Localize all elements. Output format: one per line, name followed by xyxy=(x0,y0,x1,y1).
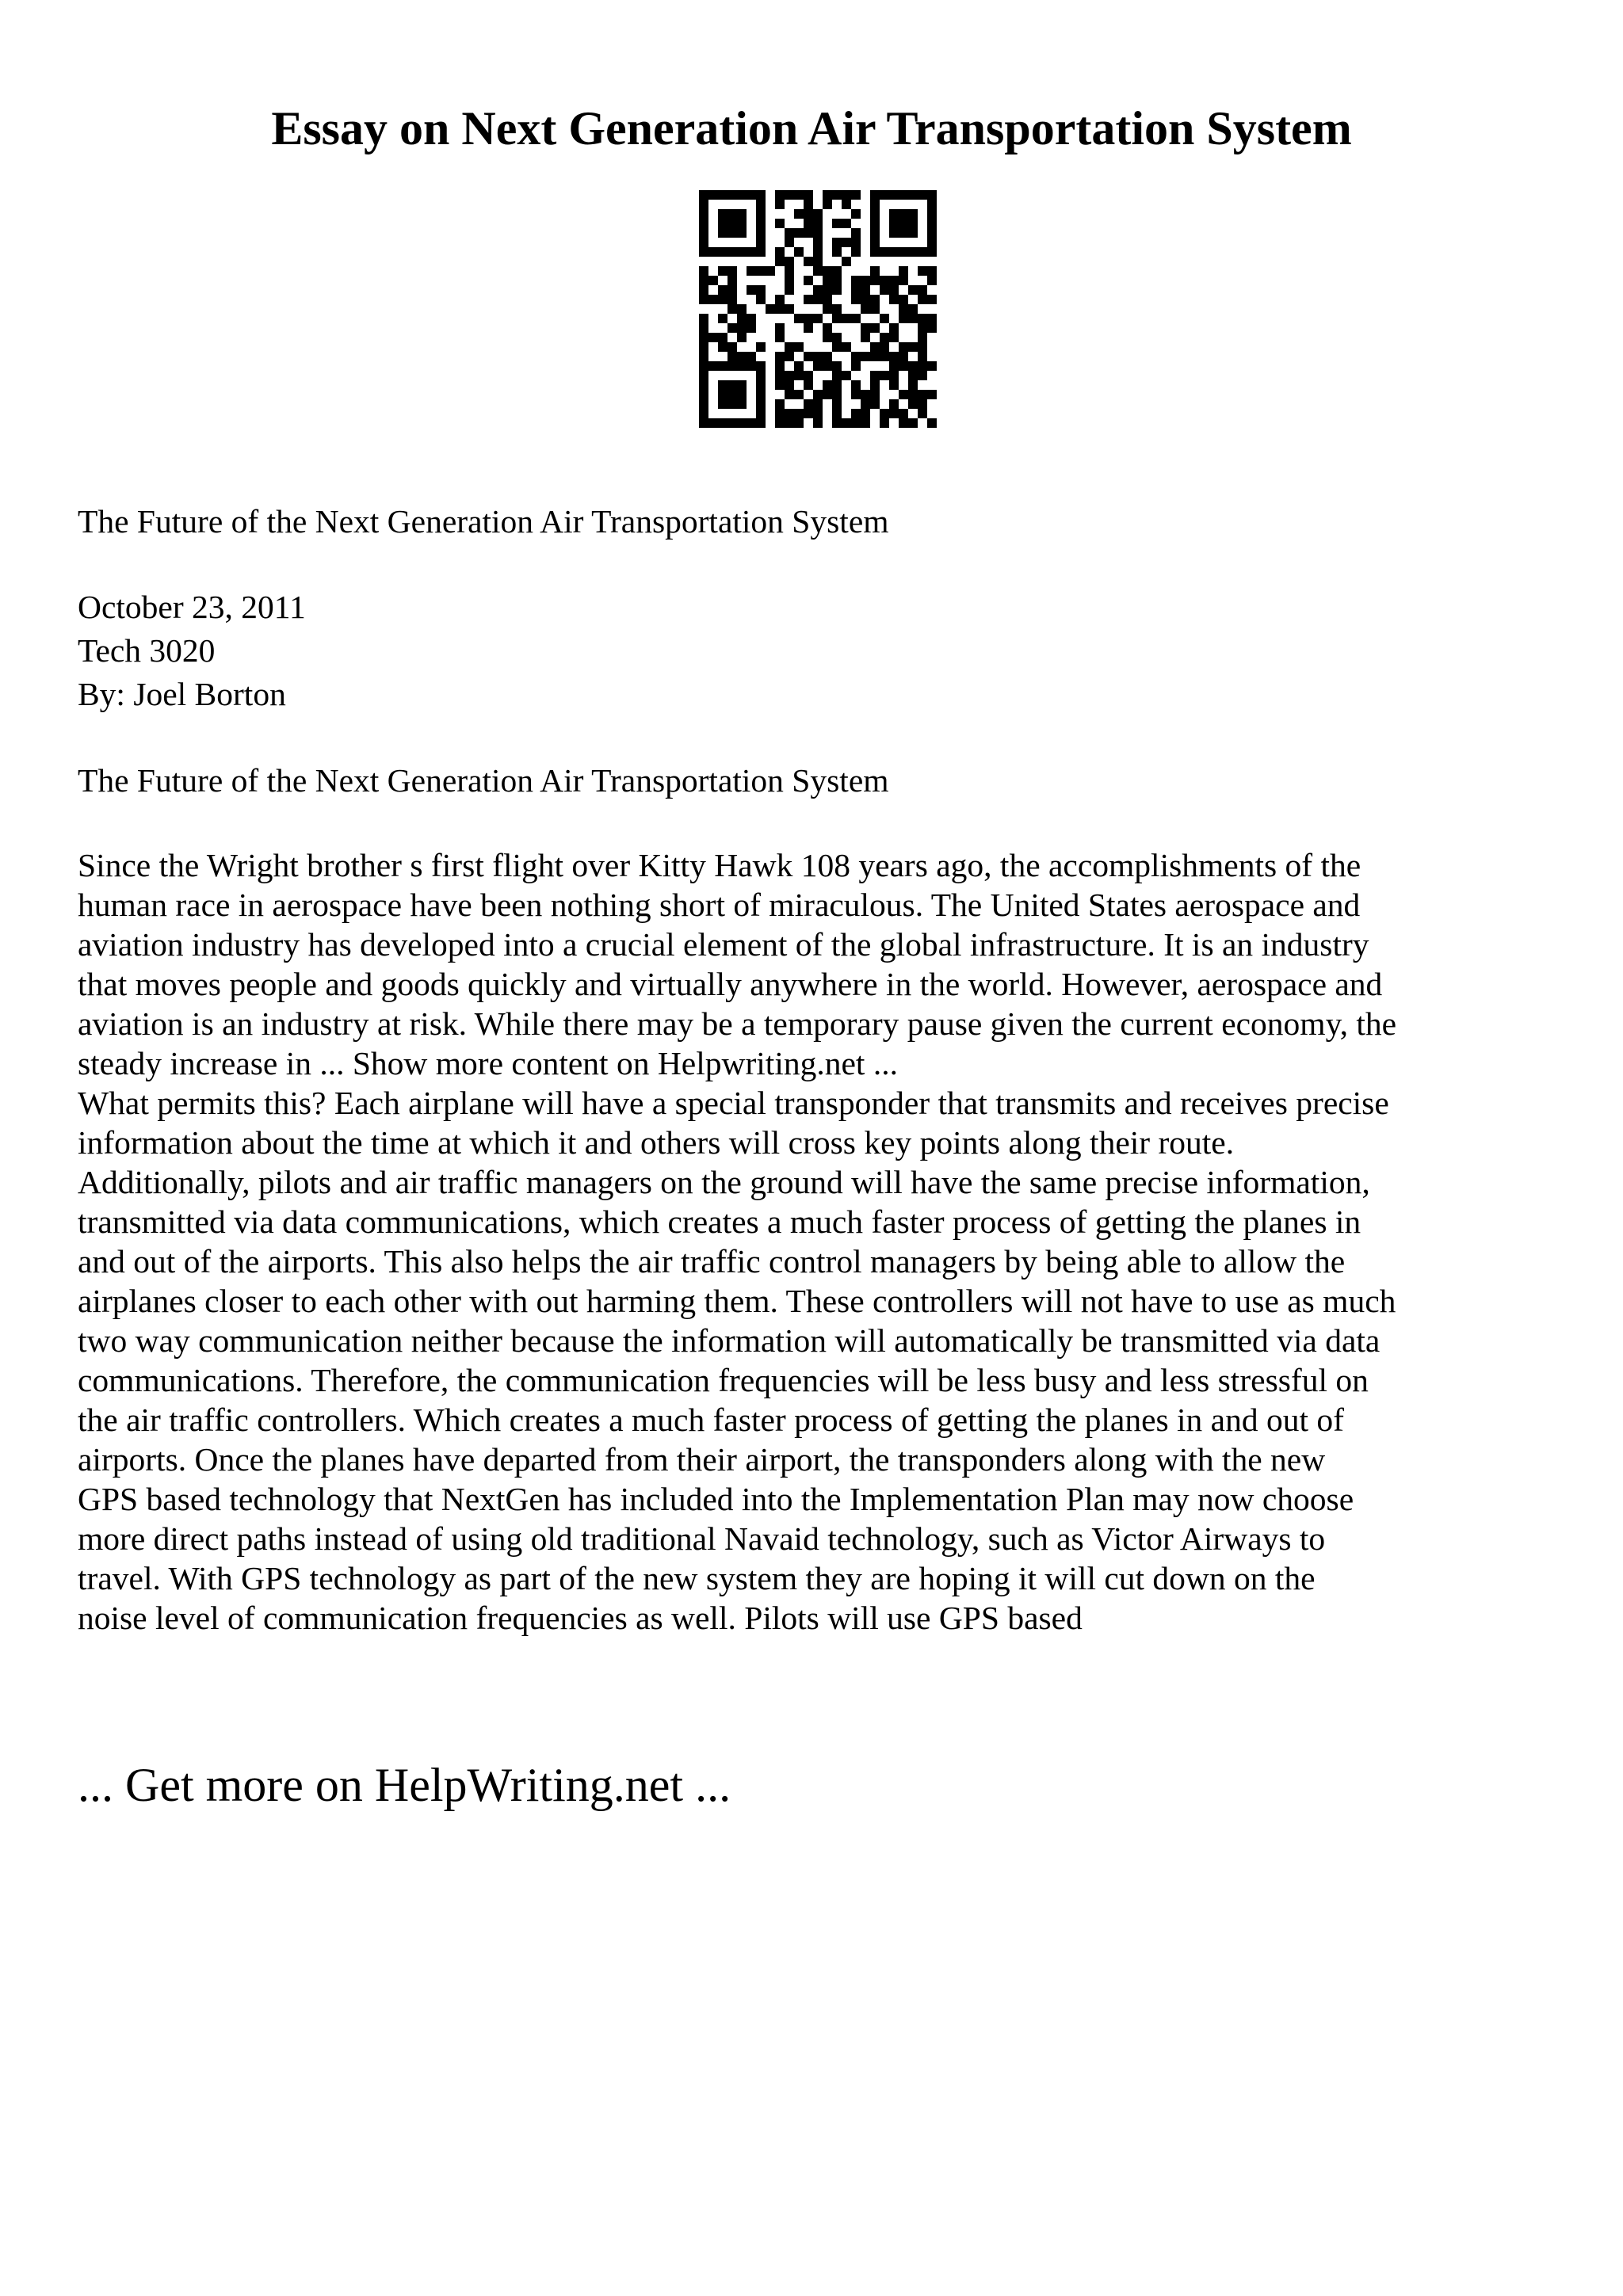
get-more-link[interactable]: ... Get more on HelpWriting.net ... xyxy=(78,1759,731,1811)
body-line: What permits this? Each airplane will have a special transponder that transmits and receives precise xyxy=(78,1085,1389,1121)
body-line: transmitted via data communications, which creates a much faster process of getting the planes in xyxy=(78,1203,1361,1240)
date-line: October 23, 2011 xyxy=(78,589,306,625)
body-line: that moves people and goods quickly and virtually anywhere in the world. However, aerospace and xyxy=(78,966,1383,1002)
body-line: airplanes closer to each other with out harming them. These controllers will not have to use as much xyxy=(78,1283,1396,1319)
qr-code-graphic xyxy=(699,190,937,428)
body-line: the air traffic controllers. Which creates a much faster process of getting the planes in and out of xyxy=(78,1402,1344,1438)
body-line: airports. Once the planes have departed from their airport, the transponders along with the new xyxy=(78,1441,1326,1478)
body-line: Additionally, pilots and air traffic managers on the ground will have the same precise information, xyxy=(78,1164,1370,1200)
show-more-line[interactable]: steady increase in ... Show more content on Helpwriting.net ... xyxy=(78,1045,898,1081)
body-line: Since the Wright brother s first flight over Kitty Hawk 108 years ago, the accomplishments of the xyxy=(78,847,1361,883)
course-line: Tech 3020 xyxy=(78,632,216,669)
body-line: noise level of communication frequencies as well. Pilots will use GPS based xyxy=(78,1600,1083,1636)
body-line: more direct paths instead of using old traditional Navaid technology, such as Victor Airways to xyxy=(78,1520,1326,1557)
author-line: By: Joel Borton xyxy=(78,676,286,712)
document-title: Essay on Next Generation Air Transportation System xyxy=(271,102,1352,154)
essay-body xyxy=(78,845,1568,1638)
qr-code-icon[interactable] xyxy=(699,190,937,428)
body-line: two way communication neither because the information will automatically be transmitted via data xyxy=(78,1322,1381,1359)
body-line: GPS based technology that NextGen has included into the Implementation Plan may now choose xyxy=(78,1481,1354,1517)
body-line: and out of the airports. This also helps the air traffic control managers by being able to allow the xyxy=(78,1243,1346,1280)
body-line: aviation is an industry at risk. While there may be a temporary pause given the current economy, the xyxy=(78,1005,1397,1042)
body-line: information about the time at which it and others will cross key points along their route. xyxy=(78,1124,1235,1161)
body-line: aviation industry has developed into a crucial element of the global infrastructure. It is an industry xyxy=(78,926,1369,963)
body-line: communications. Therefore, the communication frequencies will be less busy and less stressful on xyxy=(78,1362,1369,1398)
subtitle-repeat: The Future of the Next Generation Air Transportation System xyxy=(78,762,889,799)
subtitle-top: The Future of the Next Generation Air Transportation System xyxy=(78,503,889,540)
body-line: human race in aerospace have been nothing short of miraculous. The United States aerospace and xyxy=(78,887,1361,923)
body-line: travel. With GPS technology as part of the new system they are hoping it will cut down on the xyxy=(78,1560,1316,1596)
